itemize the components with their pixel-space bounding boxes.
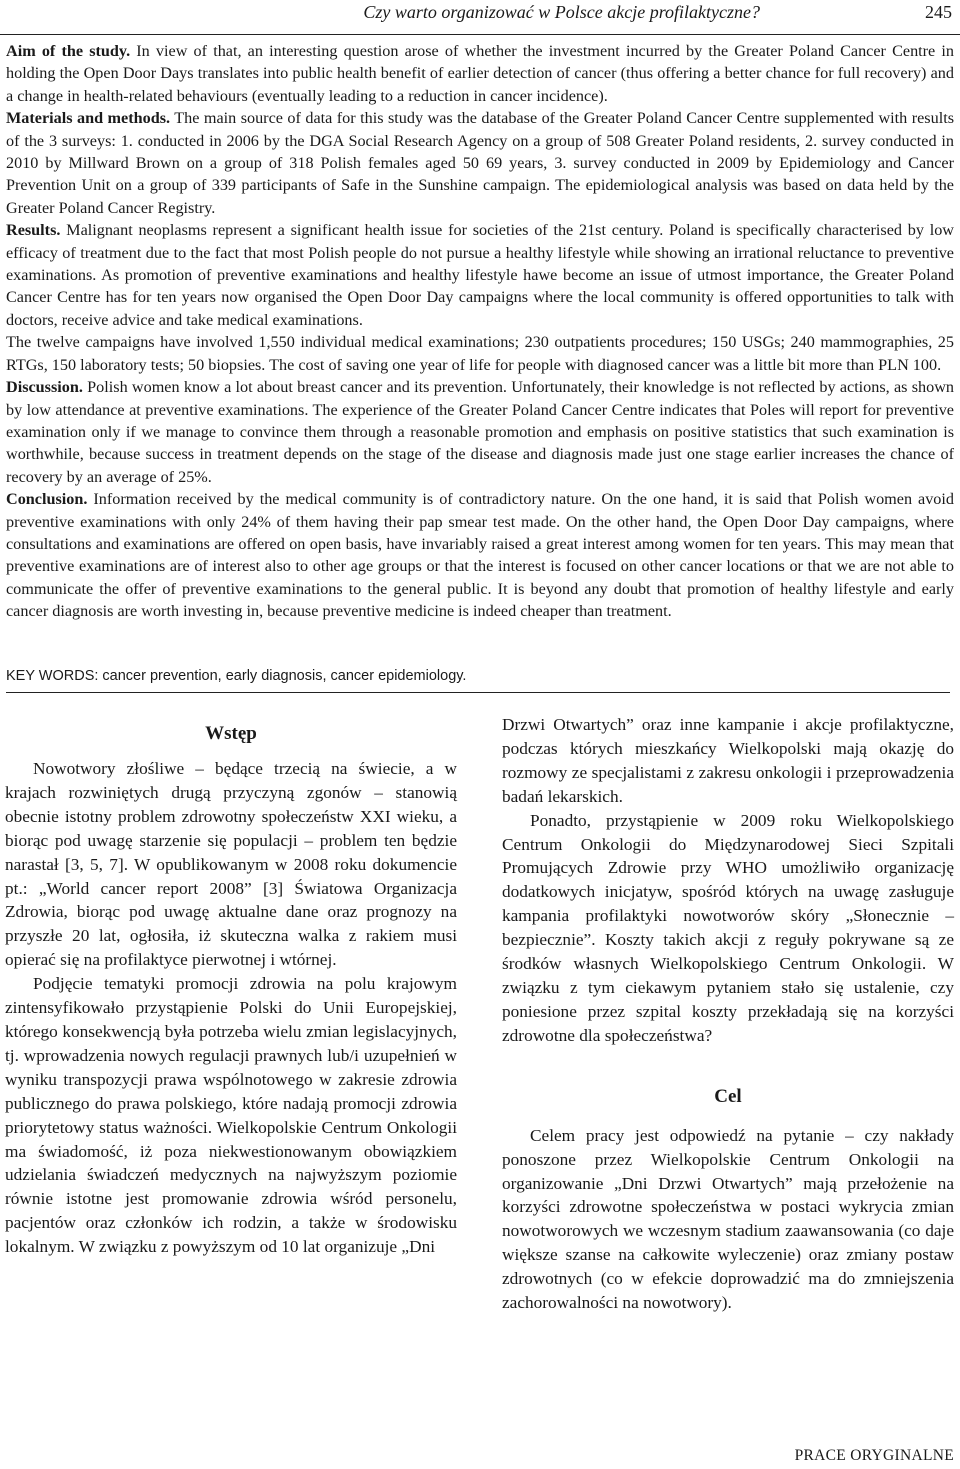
results-text: Malignant neoplasms represent a significant health issue for societies of the 21st century. Poland is specifically characterised by low efficacy of treatment due to the fact that most Polish people do not pursue a healthy lifestyle while showing an irrational reluctance to preventive examinations. As promotion of preventive examinations and healthy lifestyle hawe become an issue of utmost importance, the Greater Poland Cancer Centre has for ten years now organised the Open Door Day campaigns where the local community is offered opportunities to talk with doctors, receive advice and take medical examinations. [6, 221, 954, 329]
page-number: 245 [925, 2, 952, 22]
abstract [6, 40, 954, 623]
right-column [502, 713, 954, 1315]
abstract-conclusion [6, 488, 954, 622]
aim-label: Aim of the study. [6, 42, 131, 60]
running-title: Czy warto organizować w Polsce akcje profilaktyczne? [363, 2, 760, 22]
section-heading-cel: Cel [714, 1085, 742, 1107]
paragraph: Podjęcie tematyki promocji zdrowia na polu krajowym zintensyfikowało przystąpienie Polski do Unii Europejskiej, którego konsekwencją była potrzeba wielu zmian legislacyjnych, tj. wprowadzenia nowych regulacji prawnych lub/i uzupełnień w wyniku transpozycji prawa wspólnotowego w zakresie zdrowia publicznego do prawa polskiego, które nadają promocji zdrowia priorytetowy status ważności. Wielkopolskie Centrum Onkologii ma świadomość, iż poza niekwestionowanym obowiązkiem udzielania świadczeń medycznych na najwyższym poziomie równie istotne jest promowanie zdrowia wśród personelu, pacjentów oraz członków ich rodzin, a także w środowisku lokalnym. W związku z powyższym od 10 lat organizuje „Dni [5, 974, 457, 1257]
methods-label: Materials and methods. [6, 109, 171, 128]
paragraph: Nowotwory złośliwe – będące trzecią na świecie, a w krajach rozwiniętych drugą przyczyną zgonów – stanowią obecnie istotny problem zdrowotny społeczeństw XXI wieku, a biorąc pod uwagę starzenie się populacji – problem ten będzie narastał [3, 5, 7]. W opublikowanym w 2008 roku dokumencie pt.: „World cancer report 2008” [3] Światowa Organizacja Zdrowia, biorąc pod uwagę aktualne dane oraz prognozy na przyszłe 20 lat, ogłosiła, iż skuteczna walka z rakiem musi opierać się na profilaktyce pierwotnej i wtórnej. [5, 759, 457, 970]
paragraph: Celem pracy jest odpowiedź na pytanie – czy nakłady ponoszone przez Wielkopolskie Centrum Onkologii na organizowanie „Dni Drzwi Otwartych” mają przełożenie na korzyści zdrowotne społeczeństwa w postaci wykrycia zmian nowotworowych we wczesnym stadium zaawansowania (co daje większe szanse na całkowite wyleczenie) oraz zmiany postaw zdrowotnych (co w efekcie doprowadzić ma do zmniejszenia zachorowalności na nowotwory). [502, 1125, 954, 1313]
left-column [5, 713, 457, 1259]
conclusion-label: Conclusion. [6, 490, 88, 509]
discussion-text: Polish women know a lot about breast cancer and its prevention. Unfortunately, their knowledge is not reflected by actions, as shown by low attendance at preventive examinations. The experience of the Greater Poland Cancer Centre indicates that Poles will report for preventive examination only if we manage to convince them through a reasonable promotion and emphasis on positive statistics that such examination is worthwhile, because success in treatment depends on the stage of the disease and diagnosis made just one stage earlier increases the chance of recovery by an average of 25%. [6, 378, 954, 486]
abstract-aim [6, 40, 954, 107]
aim-text: In view of that, an interesting question arose of whether the investment incurred by the Greater Poland Cancer Centre in holding the Open Door Days translates into public health benefit of earlier detection of cancer (thus offering a better chance for full recovery) and a change in health-related behaviours (eventually leading to a reduction in cancer incidence). [6, 42, 954, 105]
methods-text: The main source of data for this study was the database of the Greater Poland Cancer Centre supplemented with results of the 3 surveys: 1. conducted in 2006 by the DGA Social Research Agency on a group of 508 Greater Poland residents, 2. survey conducted in 2010 by Millward Brown on a group of 318 Polish females aged 50 69 years, 3. survey conducted in 2009 by Epidemiology and Cancer Prevention Unit on a group of 339 participants of Safe in the Sunshine campaign. The epidemiological analysis was based on data held by the Greater Poland Cancer Registry. [6, 109, 954, 217]
abstract-results [6, 219, 954, 331]
paragraph: Drzwi Otwartych” oraz inne kampanie i akcje profilaktyczne, podczas których mieszkańcy Wielkopolski mają okazję do rozmowy ze specjalistami z zakresu onkologii i przeprowadzenia badań lekarskich. [502, 715, 954, 806]
abstract-results-cont: The twelve campaigns have involved 1,550 individual medical examinations; 230 outpatients procedures; 150 USGs; 240 mammographies, 25 RTGs, 150 laboratory tests; 50 biopsies. The cost of saving one year of life for people with diagnosed cancer was a little bit more than PLN 100. [6, 333, 954, 374]
discussion-label: Discussion. [6, 378, 83, 397]
conclusion-text: Information received by the medical community is of contradictory nature. On the one hand, it is said that Polish women avoid preventive examinations with only 24% of them having their pap smear test made. On the other hand, the Open Door Day campaigns, where consultations and examinations are offered on open basis, have invariably raised a great interest among women for ten years. This may mean that preventive examinations are of interest also to other age groups or that the interest is focused on other cancer locations or that we are not able to communicate the offer of preventive examinations to the general public. It is beyond any doubt that promotion of healthy lifestyle and early cancer diagnosis are worth investing in, because preventive medicine is indeed cheaper than treatment. [6, 490, 954, 621]
page-header [0, 0, 960, 35]
section-footer: PRACE ORYGINALNE [794, 1447, 954, 1464]
results-label: Results. [6, 221, 61, 240]
abstract-discussion [6, 376, 954, 488]
section-divider [6, 692, 950, 693]
keywords: KEY WORDS: cancer prevention, early diagnosis, cancer epidemiology. [6, 668, 467, 684]
section-heading-wstep: Wstęp [205, 723, 257, 744]
paragraph: Ponadto, przystąpienie w 2009 roku Wielkopolskiego Centrum Onkologii do Międzynarodowej Sieci Szpitali Promujących Zdrowie przy WHO umożliwiło organizację dodatkowych inicjatyw, spośród których na uwagę zasługuje kampania profilaktyki nowotworów skóry „Słonecznie – bezpiecznie”. Koszty takich akcji z reguły pokrywane są ze środków własnych Wielkopolskiego Centrum Onkologii. W związku z tym ciekawym pytaniem stało się ustalenie, czy poniesione przez szpital koszty przekładają się na korzyści zdrowotne dla społeczeństwa? [502, 810, 954, 1045]
abstract-methods [6, 107, 954, 219]
